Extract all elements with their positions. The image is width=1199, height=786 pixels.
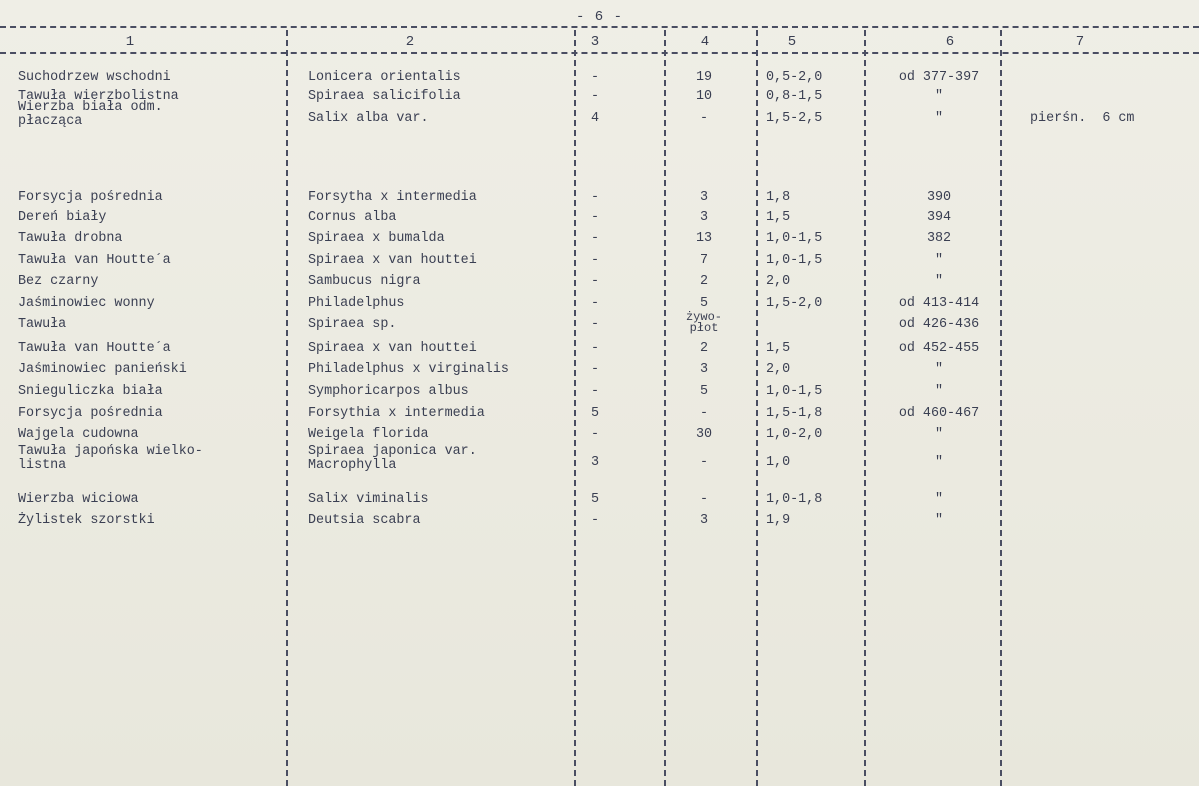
cell-plot-number-16: " [934, 455, 944, 470]
cell-height-3: 1,5-2,5 [766, 111, 823, 126]
cell-count-trees-14: 5 [590, 406, 600, 421]
cell-latin-name-9: Philadelphus [308, 296, 405, 311]
cell-latin-name-3: Salix alba var. [308, 111, 429, 126]
cell-count-trees-7: - [590, 253, 600, 268]
column-header-4: 4 [700, 34, 710, 50]
cell-plot-number-5: 394 [926, 210, 952, 225]
column-divider-4 [756, 30, 758, 786]
cell-count-shrubs-1: 19 [695, 70, 713, 85]
cell-height-7: 1,0-1,5 [766, 253, 823, 268]
column-header-1: 1 [125, 34, 135, 50]
cell-polish-name-3: Wierzba biała odm. płacząca [18, 100, 163, 129]
cell-count-shrubs-3: - [699, 111, 709, 126]
cell-plot-number-18: " [934, 513, 944, 528]
cell-latin-name-6: Spiraea x bumalda [308, 231, 445, 246]
cell-latin-name-4: Forsytha x intermedia [308, 190, 477, 205]
cell-latin-name-5: Cornus alba [308, 210, 397, 225]
cell-count-shrubs-14: - [699, 406, 709, 421]
cell-latin-name-12: Philadelphus x virginalis [308, 362, 509, 377]
cell-polish-name-12: Jaśminowiec panieński [18, 362, 187, 377]
cell-plot-number-3: " [934, 111, 944, 126]
cell-count-shrubs-5: 3 [699, 210, 709, 225]
cell-polish-name-13: Snieguliczka biała [18, 384, 163, 399]
cell-count-shrubs-9: 5 [699, 296, 709, 311]
cell-height-8: 2,0 [766, 274, 791, 289]
cell-polish-name-8: Bez czarny [18, 274, 99, 289]
cell-latin-name-8: Sambucus nigra [308, 274, 421, 289]
cell-remarks-3: pierśn. 6 cm [1030, 111, 1135, 126]
cell-count-trees-13: - [590, 384, 600, 399]
cell-count-trees-2: - [590, 89, 600, 104]
cell-count-shrubs-2: 10 [695, 89, 713, 104]
cell-latin-name-16: Spiraea japonica var. Macrophylla [308, 444, 477, 473]
cell-polish-name-1: Suchodrzew wschodni [18, 70, 171, 85]
cell-plot-number-17: " [934, 492, 944, 507]
cell-polish-name-7: Tawuła van Houtte´a [18, 253, 171, 268]
cell-polish-name-2: Tawuła wierzbolistna [18, 89, 179, 104]
column-header-5: 5 [787, 34, 797, 50]
column-divider-3 [664, 30, 666, 786]
header-rule [0, 52, 1199, 54]
cell-count-shrubs-18: 3 [699, 513, 709, 528]
cell-height-15: 1,0-2,0 [766, 427, 823, 442]
cell-count-shrubs-15: 30 [695, 427, 713, 442]
cell-latin-name-7: Spiraea x van houttei [308, 253, 477, 268]
cell-height-17: 1,0-1,8 [766, 492, 823, 507]
cell-height-13: 1,0-1,5 [766, 384, 823, 399]
cell-height-4: 1,8 [766, 190, 791, 205]
cell-height-14: 1,5-1,8 [766, 406, 823, 421]
column-divider-6 [1000, 30, 1002, 786]
cell-count-trees-8: - [590, 274, 600, 289]
cell-latin-name-15: Weigela florida [308, 427, 429, 442]
cell-plot-number-9: od 413-414 [898, 296, 980, 311]
cell-polish-name-10: Tawuła [18, 317, 67, 332]
cell-count-shrubs-13: 5 [699, 384, 709, 399]
cell-count-trees-3: 4 [590, 111, 600, 126]
cell-count-trees-5: - [590, 210, 600, 225]
cell-plot-number-4: 390 [926, 190, 952, 205]
cell-height-18: 1,9 [766, 513, 791, 528]
cell-latin-name-14: Forsythia x intermedia [308, 406, 485, 421]
cell-count-trees-12: - [590, 362, 600, 377]
cell-latin-name-11: Spiraea x van houttei [308, 341, 477, 356]
cell-count-shrubs-8: 2 [699, 274, 709, 289]
cell-polish-name-9: Jaśminowiec wonny [18, 296, 155, 311]
cell-polish-name-18: Żylistek szorstki [18, 513, 155, 528]
top-rule [0, 26, 1199, 28]
page-number: - 6 - [575, 9, 623, 25]
cell-height-11: 1,5 [766, 341, 791, 356]
cell-count-shrubs-17: - [699, 492, 709, 507]
cell-plot-number-13: " [934, 384, 944, 399]
cell-latin-name-10: Spiraea sp. [308, 317, 397, 332]
cell-plot-number-10: od 426-436 [898, 317, 980, 332]
cell-count-shrubs-12: 3 [699, 362, 709, 377]
column-divider-5 [864, 30, 866, 786]
cell-plot-number-14: od 460-467 [898, 406, 980, 421]
cell-count-trees-18: - [590, 513, 600, 528]
column-header-6: 6 [945, 34, 955, 50]
cell-count-trees-9: - [590, 296, 600, 311]
cell-height-6: 1,0-1,5 [766, 231, 823, 246]
cell-count-shrubs-4: 3 [699, 190, 709, 205]
cell-count-trees-6: - [590, 231, 600, 246]
cell-height-12: 2,0 [766, 362, 791, 377]
cell-polish-name-4: Forsycja pośrednia [18, 190, 163, 205]
cell-count-shrubs-11: 2 [699, 341, 709, 356]
cell-height-2: 0,8-1,5 [766, 89, 823, 104]
cell-plot-number-7: " [934, 253, 944, 268]
cell-plot-number-15: " [934, 427, 944, 442]
cell-height-5: 1,5 [766, 210, 791, 225]
cell-polish-name-11: Tawuła van Houtte´a [18, 341, 171, 356]
cell-count-trees-10: - [590, 317, 600, 332]
cell-count-shrubs-7: 7 [699, 253, 709, 268]
cell-count-trees-16: 3 [590, 455, 600, 470]
cell-latin-name-13: Symphoricarpos albus [308, 384, 469, 399]
column-header-7: 7 [1075, 34, 1085, 50]
cell-plot-number-11: od 452-455 [898, 341, 980, 356]
cell-height-16: 1,0 [766, 455, 791, 470]
cell-polish-name-5: Dereń biały [18, 210, 107, 225]
cell-count-trees-1: - [590, 70, 600, 85]
cell-plot-number-12: " [934, 362, 944, 377]
cell-latin-name-1: Lonicera orientalis [308, 70, 461, 85]
column-divider-2 [574, 30, 576, 786]
cell-latin-name-2: Spiraea salicifolia [308, 89, 461, 104]
column-header-3: 3 [590, 34, 600, 50]
cell-plot-number-6: 382 [926, 231, 952, 246]
cell-count-trees-11: - [590, 341, 600, 356]
cell-plot-number-1: od 377-397 [898, 70, 980, 85]
cell-count-trees-15: - [590, 427, 600, 442]
cell-latin-name-17: Salix viminalis [308, 492, 429, 507]
cell-count-shrubs-6: 13 [695, 231, 713, 246]
cell-count-trees-17: 5 [590, 492, 600, 507]
cell-polish-name-6: Tawuła drobna [18, 231, 123, 246]
cell-polish-name-14: Forsycja pośrednia [18, 406, 163, 421]
cell-polish-name-15: Wajgela cudowna [18, 427, 139, 442]
cell-count-shrubs-16: - [699, 455, 709, 470]
cell-latin-name-18: Deutsia scabra [308, 513, 421, 528]
cell-count-shrubs-10: żywo- płot [685, 310, 722, 335]
column-divider-1 [286, 30, 288, 786]
cell-polish-name-16: Tawuła japońska wielko- listna [18, 444, 203, 473]
cell-plot-number-8: " [934, 274, 944, 289]
cell-height-1: 0,5-2,0 [766, 70, 823, 85]
cell-plot-number-2: " [934, 89, 944, 104]
cell-count-trees-4: - [590, 190, 600, 205]
cell-polish-name-17: Wierzba wiciowa [18, 492, 139, 507]
column-header-2: 2 [405, 34, 415, 50]
cell-height-9: 1,5-2,0 [766, 296, 823, 311]
